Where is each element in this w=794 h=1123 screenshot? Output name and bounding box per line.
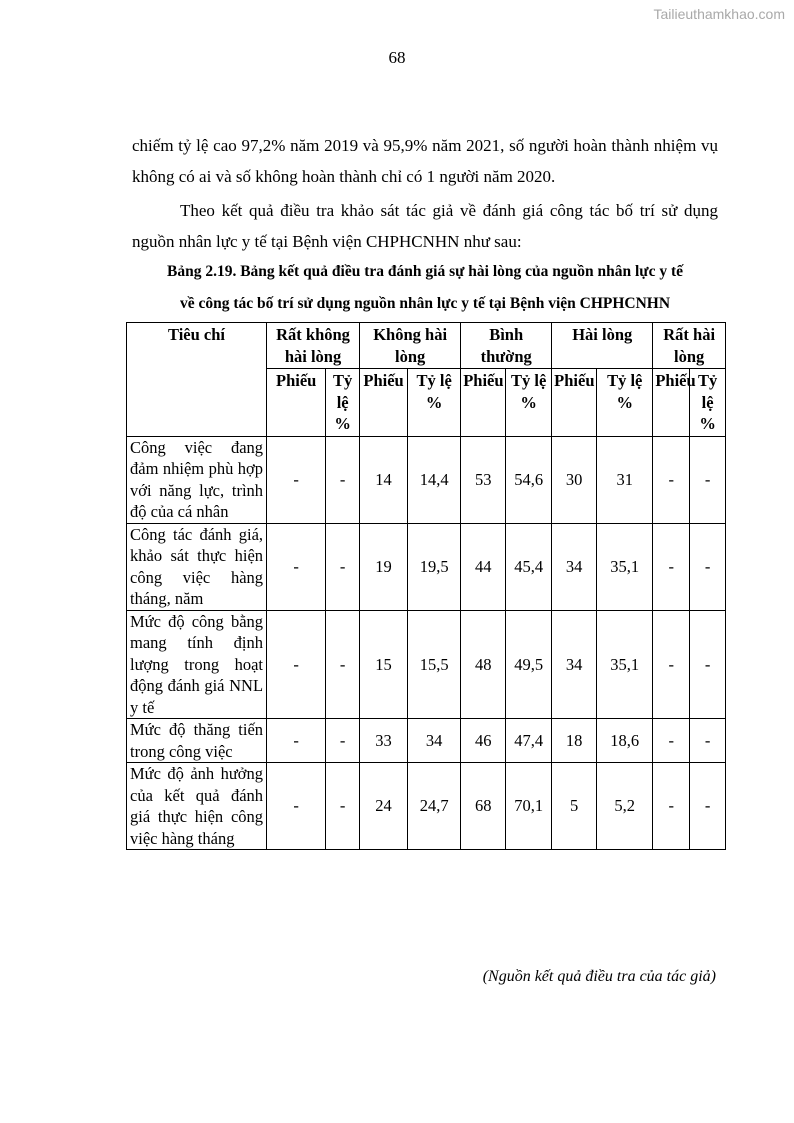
- group-header: Bình thường: [461, 323, 552, 369]
- value-cell: 44: [461, 523, 506, 610]
- value-cell: -: [653, 610, 690, 719]
- value-cell: -: [326, 719, 360, 763]
- value-cell: 53: [461, 436, 506, 523]
- value-cell: 48: [461, 610, 506, 719]
- value-cell: 34: [408, 719, 461, 763]
- value-cell: -: [267, 436, 326, 523]
- subheader-cell: Phiếu: [653, 369, 690, 437]
- criteria-header: Tiêu chí: [127, 323, 267, 437]
- group-header: Rất không hài lòng: [267, 323, 360, 369]
- value-cell: -: [326, 436, 360, 523]
- value-cell: 15,5: [408, 610, 461, 719]
- value-cell: -: [267, 763, 326, 850]
- table-row: [127, 523, 726, 610]
- value-cell: 35,1: [597, 610, 653, 719]
- value-cell: -: [653, 763, 690, 850]
- table-caption-line-2: về công tác bố trí sử dụng nguồn nhân lực y tế tại Bệnh viện CHPHCNHN: [179, 295, 671, 312]
- value-cell: 14: [360, 436, 408, 523]
- value-cell: -: [653, 719, 690, 763]
- subheader-cell: Tỷ lệ %: [597, 369, 653, 437]
- value-cell: 30: [552, 436, 597, 523]
- source-note: (Nguồn kết quả điều tra của tác giả): [482, 968, 716, 985]
- paragraph-1: chiếm tỷ lệ cao 97,2% năm 2019 và 95,9% năm 2021, số người hoàn thành nhiệm vụ không có ai và số không hoàn thành chỉ có 1 người năm 2020.: [132, 136, 718, 186]
- table-row: [127, 436, 726, 523]
- value-cell: 19: [360, 523, 408, 610]
- value-cell: -: [690, 436, 726, 523]
- subheader-cell: Tỷ lệ %: [506, 369, 552, 437]
- value-cell: 14,4: [408, 436, 461, 523]
- value-cell: -: [326, 523, 360, 610]
- value-cell: 5: [552, 763, 597, 850]
- subheader-cell: Phiếu: [360, 369, 408, 437]
- value-cell: -: [690, 610, 726, 719]
- survey-table: [126, 322, 726, 850]
- subheader-cell: Phiếu: [267, 369, 326, 437]
- criterion-cell: Công tác đánh giá, khảo sát thực hiện công việc hàng tháng, năm: [127, 523, 267, 610]
- subheader-cell: Phiếu: [552, 369, 597, 437]
- table-row: [127, 719, 726, 763]
- group-header: Không hài lòng: [360, 323, 461, 369]
- criterion-cell: Mức độ thăng tiến trong công việc: [127, 719, 267, 763]
- value-cell: 45,4: [506, 523, 552, 610]
- value-cell: -: [690, 719, 726, 763]
- group-header: Hài lòng: [552, 323, 653, 369]
- value-cell: 33: [360, 719, 408, 763]
- table-caption-line-1: Bảng 2.19. Bảng kết quả điều tra đánh giá sự hài lòng của nguồn nhân lực y tế: [166, 263, 684, 280]
- value-cell: -: [326, 763, 360, 850]
- value-cell: 31: [597, 436, 653, 523]
- value-cell: -: [267, 523, 326, 610]
- value-cell: 49,5: [506, 610, 552, 719]
- value-cell: 54,6: [506, 436, 552, 523]
- value-cell: -: [690, 523, 726, 610]
- value-cell: 5,2: [597, 763, 653, 850]
- value-cell: -: [267, 719, 326, 763]
- value-cell: 68: [461, 763, 506, 850]
- criterion-cell: Mức độ công bằng mang tính định lượng trong hoạt động đánh giá NNL y tế: [127, 610, 267, 719]
- criterion-cell: Mức độ ảnh hưởng của kết quả đánh giá thực hiện công việc hàng tháng: [127, 763, 267, 850]
- subheader-cell: Phiếu: [461, 369, 506, 437]
- value-cell: 34: [552, 610, 597, 719]
- value-cell: 24,7: [408, 763, 461, 850]
- subheader-cell: Tỷ lệ %: [326, 369, 360, 437]
- table-row: [127, 610, 726, 719]
- value-cell: 19,5: [408, 523, 461, 610]
- value-cell: 18,6: [597, 719, 653, 763]
- group-header: Rất hài lòng: [653, 323, 726, 369]
- watermark: Tailieuthamkhao.com: [653, 6, 785, 22]
- value-cell: 18: [552, 719, 597, 763]
- value-cell: 47,4: [506, 719, 552, 763]
- value-cell: -: [326, 610, 360, 719]
- value-cell: -: [653, 523, 690, 610]
- criterion-cell: Công việc đang đảm nhiệm phù hợp với năng lực, trình độ của cá nhân: [127, 436, 267, 523]
- subheader-cell: Tỷ lệ %: [690, 369, 726, 437]
- value-cell: -: [653, 436, 690, 523]
- subheader-cell: Tỷ lệ %: [408, 369, 461, 437]
- table-header-row: [127, 323, 726, 369]
- paragraph-2: Theo kết quả điều tra khảo sát tác giả về đánh giá công tác bố trí sử dụng nguồn nhân lực y tế tại Bệnh viện CHPHCNHN như sau:: [132, 201, 718, 251]
- value-cell: -: [267, 610, 326, 719]
- table-row: [127, 763, 726, 850]
- value-cell: 35,1: [597, 523, 653, 610]
- value-cell: 15: [360, 610, 408, 719]
- page-number: 68: [388, 48, 406, 67]
- value-cell: 34: [552, 523, 597, 610]
- value-cell: 46: [461, 719, 506, 763]
- value-cell: 24: [360, 763, 408, 850]
- value-cell: 70,1: [506, 763, 552, 850]
- value-cell: -: [690, 763, 726, 850]
